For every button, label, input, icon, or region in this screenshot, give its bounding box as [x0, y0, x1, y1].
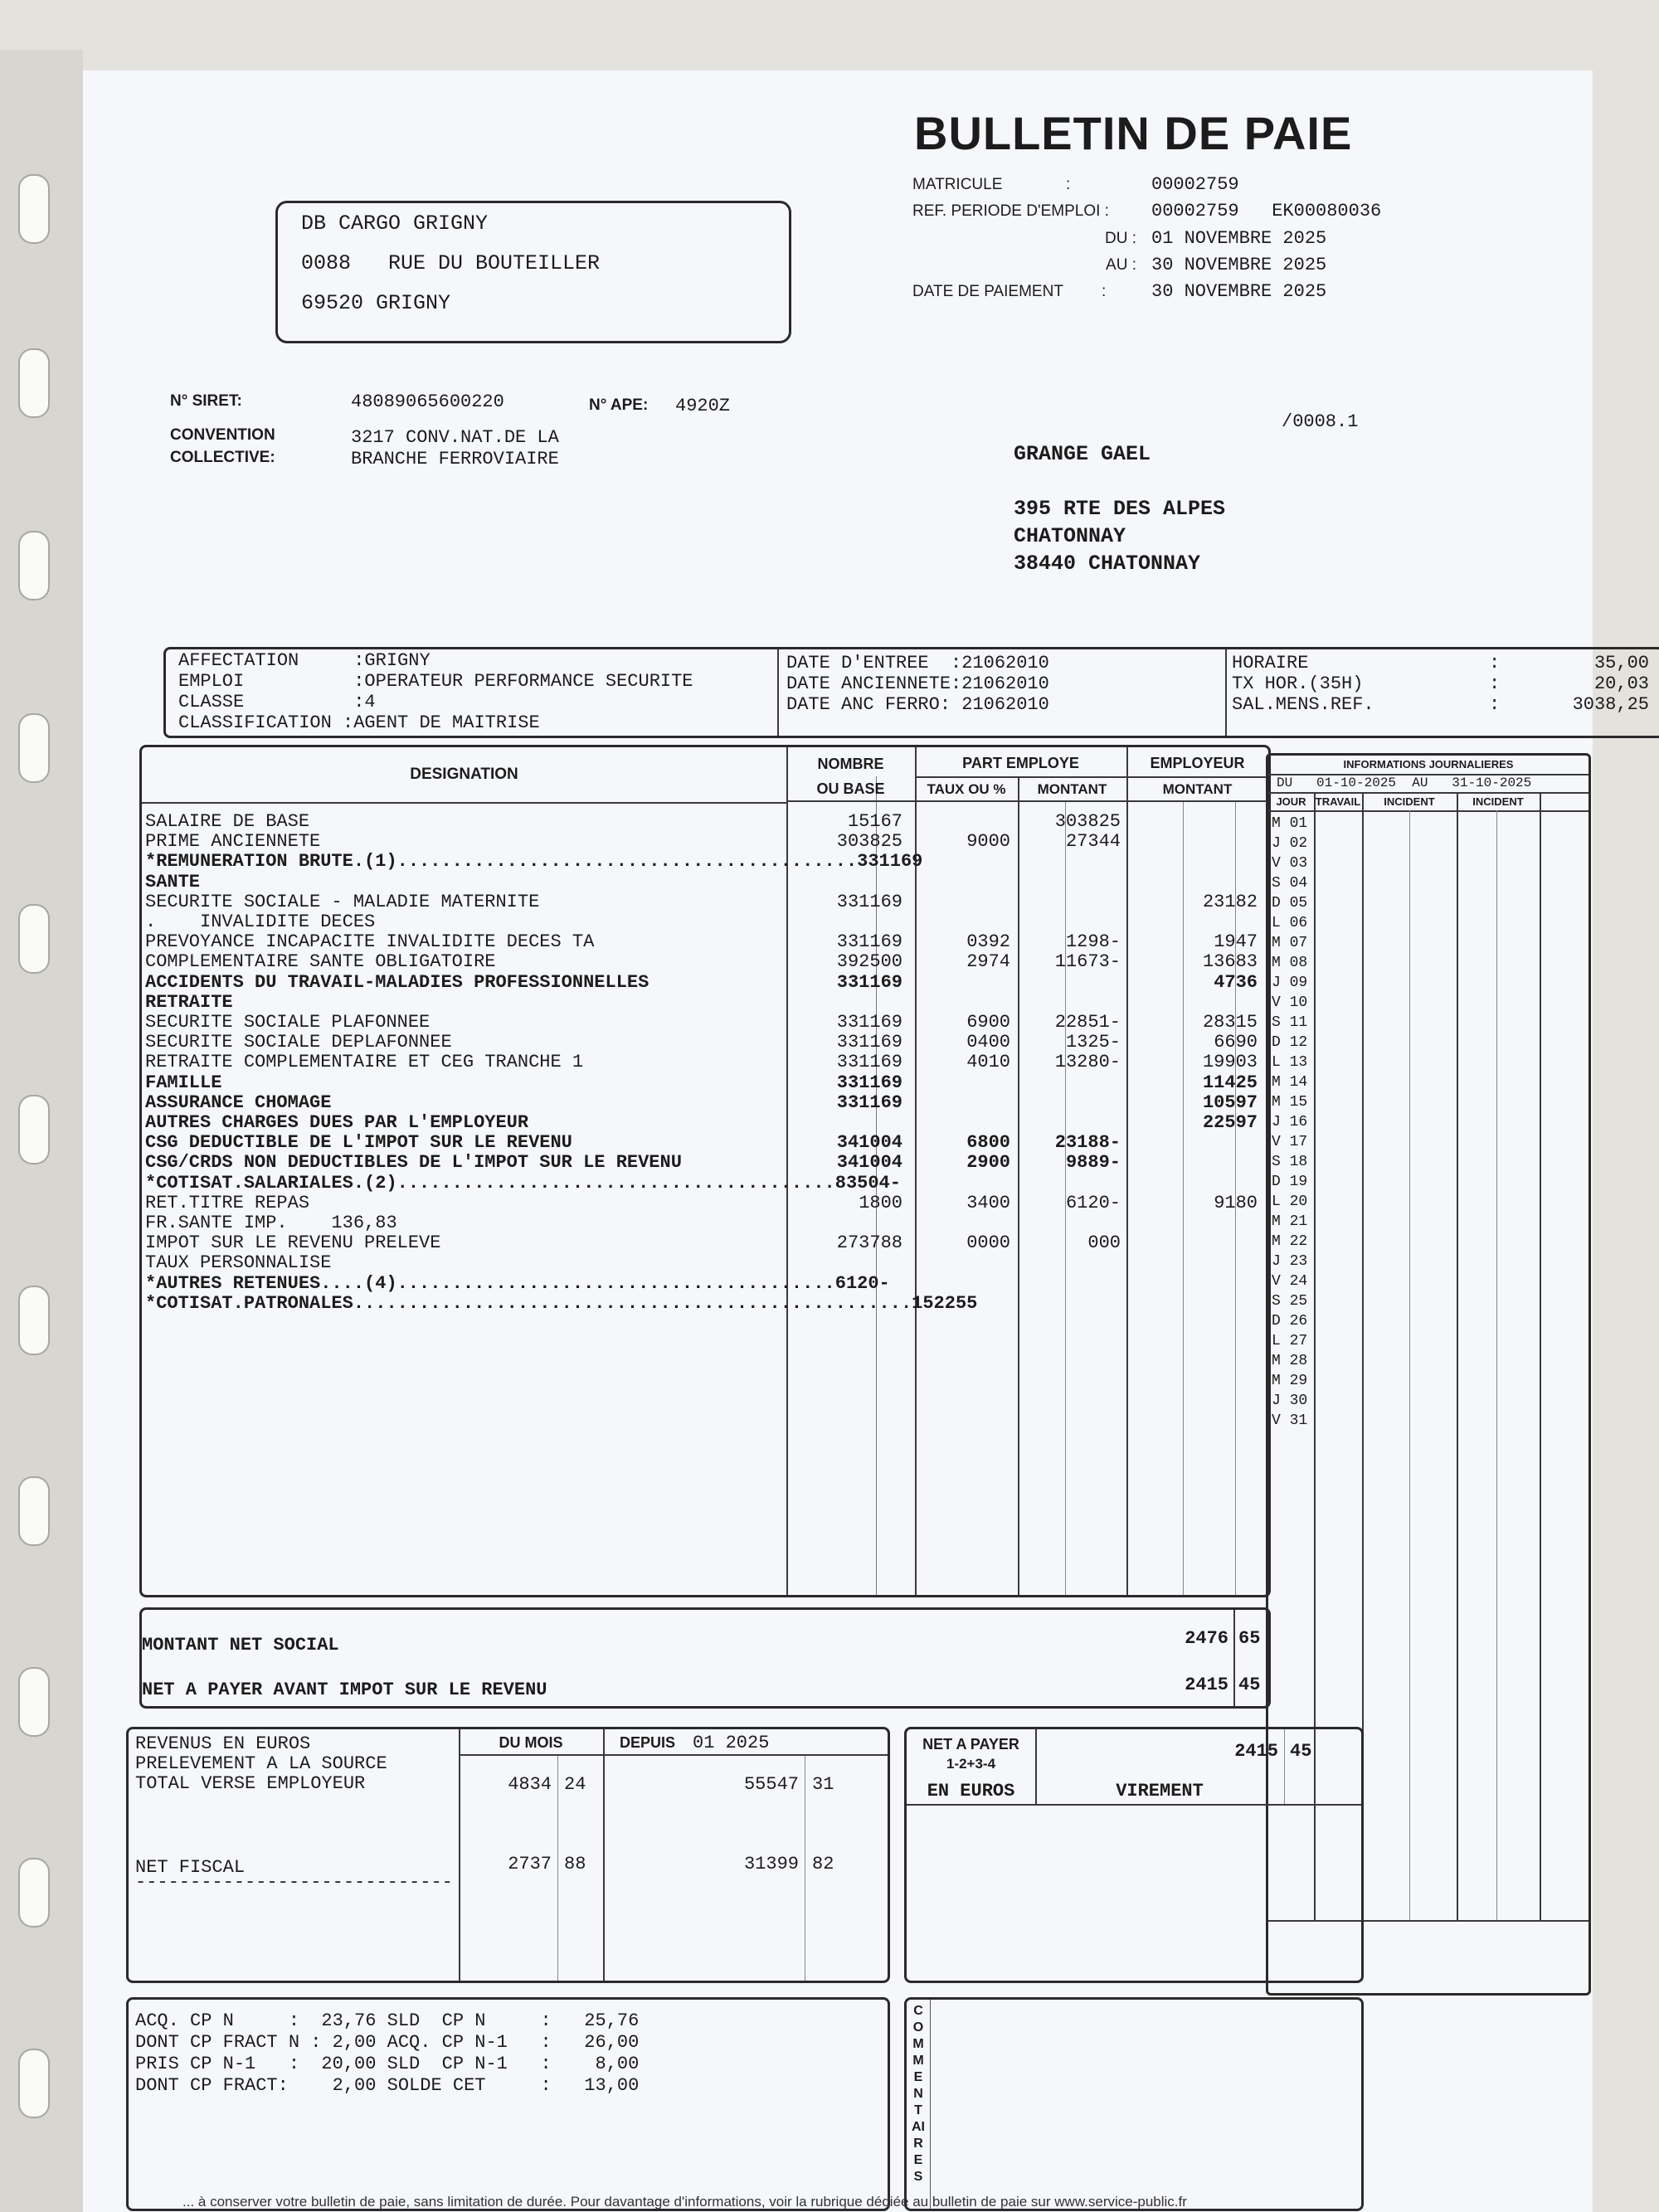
- daily-day: J 23: [1272, 1253, 1308, 1270]
- row-base: 331169: [836, 931, 902, 953]
- net-fiscal-dashes: -----------------------------: [135, 1872, 453, 1893]
- table-row: [142, 993, 1268, 1013]
- table-row: [142, 1033, 1268, 1053]
- row-taux: 0400: [966, 1032, 1010, 1053]
- row-designation: *REMUNERATION BRUTE.(1)..........................................331169: [145, 851, 923, 873]
- convention-value-2: BRANCHE FERROVIAIRE: [351, 449, 559, 469]
- table-row: [142, 1113, 1268, 1133]
- punch-hole: [18, 1858, 50, 1928]
- commentaires-box: [904, 1997, 1364, 2211]
- col-employeur: EMPLOYEUR: [1150, 755, 1245, 771]
- daily-day: M 28: [1272, 1353, 1308, 1369]
- tx-hor-value: 20,03: [1593, 673, 1649, 694]
- table-row: [142, 1153, 1268, 1173]
- daily-day: M 08: [1272, 955, 1308, 971]
- row-montant: 11673-: [1054, 951, 1121, 973]
- period-from: 01 NOVEMBRE 2025: [1151, 228, 1327, 249]
- row-taux: 2974: [966, 951, 1010, 973]
- row-montant: 1298-: [1065, 931, 1121, 953]
- siret-value: 48089065600220: [351, 391, 504, 412]
- matricule-value: 00002759: [1151, 174, 1239, 195]
- payment-mode: VIREMENT: [1116, 1781, 1204, 1801]
- punch-hole: [18, 1667, 50, 1737]
- daily-day: M 22: [1272, 1233, 1308, 1250]
- revenus-box: [126, 1727, 890, 1983]
- row-designation: *COTISAT.PATRONALES...................................................152255: [145, 1292, 978, 1314]
- row-taux: 9000: [966, 831, 1010, 853]
- ape-label: N° APE:: [589, 396, 649, 414]
- row-taux: 4010: [966, 1052, 1010, 1073]
- row-base: 331169: [836, 1072, 902, 1093]
- table-row: [142, 1213, 1268, 1233]
- conges-line-3: PRIS CP N-1 : 20,00 SLD CP N-1 : 8,00: [135, 2054, 640, 2074]
- row-designation: IMPOT SUR LE REVENU PRELEVE: [145, 1232, 441, 1254]
- net-avant-impot-euros: 2415: [1185, 1675, 1228, 1695]
- col-incident: INCIDENT: [1384, 795, 1435, 808]
- row-designation: SECURITE SOCIALE PLAFONNEE: [145, 1012, 431, 1033]
- table-row: [142, 1194, 1268, 1213]
- sal-mens-value: 3038,25: [1572, 694, 1649, 715]
- horaire-colon: :: [1489, 653, 1501, 673]
- punch-hole: [18, 1476, 50, 1546]
- page-title: BULLETIN DE PAIE: [914, 107, 1353, 159]
- matricule-label: MATRICULE: [912, 176, 1003, 193]
- table-row: [142, 932, 1268, 952]
- employer-street: 0088 RUE DU BOUTEILLER: [301, 251, 601, 275]
- row-base: 273788: [836, 1232, 902, 1254]
- row-employeur: 10597: [1202, 1091, 1258, 1113]
- daily-day: J 02: [1272, 835, 1308, 852]
- col-nombre: NOMBRE: [817, 756, 884, 772]
- tx-hor-colon: :: [1489, 673, 1501, 694]
- payment-date-colon: :: [1102, 283, 1107, 300]
- table-row: [142, 812, 1268, 832]
- row-montant: 6120-: [1065, 1192, 1121, 1213]
- employer-name: DB CARGO GRIGNY: [301, 211, 489, 236]
- row-designation: ASSURANCE CHOMAGE: [145, 1091, 332, 1113]
- punch-hole: [18, 904, 50, 974]
- row-montant: 303825: [1054, 811, 1121, 832]
- row-montant: 22851-: [1054, 1012, 1121, 1033]
- row-base: 331169: [836, 1012, 902, 1033]
- table-row: [142, 1013, 1268, 1033]
- row-montant: 1325-: [1065, 1032, 1121, 1053]
- punch-hole: [18, 531, 50, 600]
- fiscal-depuis-euros: 31399: [743, 1854, 799, 1874]
- col-du-mois: DU MOIS: [499, 1734, 563, 1751]
- row-montant: 23188-: [1054, 1132, 1121, 1154]
- daily-day: V 24: [1272, 1273, 1308, 1290]
- table-row: [142, 873, 1268, 892]
- net-a-payer-cents: 45: [1290, 1741, 1312, 1762]
- row-base: 303825: [836, 831, 902, 853]
- daily-day: J 16: [1272, 1114, 1308, 1130]
- table-row: [142, 892, 1268, 912]
- table-row: [142, 952, 1268, 972]
- period-to-label: AU :: [1106, 256, 1136, 274]
- row-designation: SALAIRE DE BASE: [145, 811, 310, 832]
- row-designation: . INVALIDITE DECES: [145, 912, 376, 932]
- employee-postal-city: 38440 CHATONNAY: [1014, 552, 1201, 576]
- date-anciennete: DATE ANCIENNETE:21062010: [786, 673, 1049, 694]
- ref-label: REF. PERIODE D'EMPLOI :: [912, 202, 1109, 220]
- classe-line: CLASSE :4: [178, 692, 376, 712]
- horaire-label: HORAIRE: [1232, 653, 1309, 673]
- col-depuis-date: 01 2025: [693, 1733, 770, 1753]
- convention-value: 3217 CONV.NAT.DE LA: [351, 427, 559, 448]
- table-row: [142, 852, 1268, 872]
- daily-day: S 18: [1272, 1154, 1308, 1170]
- row-montant: 9889-: [1065, 1152, 1121, 1174]
- row-employeur: 4736: [1214, 971, 1258, 993]
- net-social-euros: 2476: [1185, 1628, 1228, 1649]
- row-base: 341004: [836, 1132, 902, 1154]
- row-designation: *COTISAT.SALARIALES.(2)........................................83504-: [145, 1172, 901, 1194]
- row-montant: 13280-: [1054, 1052, 1121, 1073]
- punch-hole: [18, 1286, 50, 1355]
- col-incident-2: INCIDENT: [1472, 795, 1524, 808]
- row-base: 331169: [836, 1091, 902, 1113]
- table-row: [142, 1274, 1268, 1294]
- binder-edge: [0, 50, 83, 2212]
- row-employeur: 19903: [1202, 1052, 1258, 1073]
- net-avant-impot-cents: 45: [1238, 1675, 1261, 1695]
- ref-value: 00002759 EK00080036: [1151, 201, 1382, 221]
- net-a-payer-formula: 1-2+3-4: [946, 1756, 996, 1772]
- payment-date-label: DATE DE PAIEMENT: [912, 283, 1063, 300]
- row-designation: RET.TITRE REPAS: [145, 1192, 310, 1213]
- total-mois-cents: 24: [564, 1774, 586, 1795]
- net-social-cents: 65: [1238, 1628, 1261, 1649]
- employer-city: 69520 GRIGNY: [301, 291, 451, 315]
- daily-day: J 30: [1272, 1393, 1308, 1409]
- fiscal-depuis-cents: 82: [812, 1854, 834, 1874]
- row-designation: COMPLEMENTAIRE SANTE OBLIGATOIRE: [145, 951, 496, 973]
- daily-day: D 05: [1272, 895, 1308, 912]
- col-montant: MONTANT: [1037, 781, 1107, 797]
- sal-mens-colon: :: [1489, 694, 1501, 715]
- row-designation: PRIME ANCIENNETE: [145, 831, 321, 853]
- convention-label-2: COLLECTIVE:: [170, 449, 275, 466]
- row-designation: TAUX PERSONNALISE: [145, 1252, 332, 1274]
- total-verse-label: TOTAL VERSE EMPLOYEUR: [135, 1773, 366, 1794]
- row-base: 331169: [836, 971, 902, 993]
- net-a-payer-label: NET A PAYER: [922, 1736, 1019, 1753]
- table-row: [142, 1253, 1268, 1273]
- classification-line: CLASSIFICATION :AGENT DE MAITRISE: [178, 712, 540, 733]
- daily-day: D 26: [1272, 1313, 1308, 1330]
- row-designation: CSG/CRDS NON DEDUCTIBLES DE L'IMPOT SUR LE REVENU: [145, 1152, 682, 1174]
- affectation-line: AFFECTATION :GRIGNY: [178, 650, 431, 671]
- row-designation: RETRAITE COMPLEMENTAIRE ET CEG TRANCHE 1: [145, 1052, 584, 1073]
- net-a-payer-box: [904, 1727, 1364, 1983]
- row-taux: 0000: [966, 1232, 1010, 1254]
- daily-day: M 07: [1272, 935, 1308, 951]
- table-row: [142, 973, 1268, 993]
- employee-name: GRANGE GAEL: [1014, 442, 1151, 466]
- daily-day: V 31: [1272, 1412, 1308, 1429]
- row-base: 392500: [836, 951, 902, 973]
- col-part-employe: PART EMPLOYE: [962, 755, 1079, 771]
- row-base: 1800: [859, 1192, 902, 1213]
- col-jour: JOUR: [1276, 795, 1306, 808]
- employment-info-box: [163, 647, 1659, 738]
- row-designation: CSG DEDUCTIBLE DE L'IMPOT SUR LE REVENU: [145, 1132, 572, 1154]
- row-base: 15167: [847, 811, 902, 832]
- tx-hor-label: TX HOR.(35H): [1232, 673, 1364, 694]
- row-employeur: 11425: [1202, 1072, 1258, 1093]
- employee-street: 395 RTE DES ALPES: [1014, 497, 1226, 521]
- daily-day: D 12: [1272, 1034, 1308, 1051]
- punch-hole: [18, 1095, 50, 1164]
- row-base: 331169: [836, 1032, 902, 1053]
- table-row: [142, 832, 1268, 852]
- row-taux: 3400: [966, 1192, 1010, 1213]
- payment-date: 30 NOVEMBRE 2025: [1151, 281, 1327, 302]
- employer-box: [275, 201, 791, 343]
- payslip-page: [83, 70, 1649, 2212]
- date-entree: DATE D'ENTREE :21062010: [786, 653, 1049, 673]
- row-designation: SECURITE SOCIALE - MALADIE MATERNITE: [145, 891, 540, 912]
- sal-mens-label: SAL.MENS.REF.: [1232, 694, 1374, 715]
- matricule-colon: :: [1066, 176, 1071, 193]
- row-designation: RETRAITE: [145, 991, 233, 1013]
- row-employeur: 13683: [1202, 951, 1258, 973]
- fiscal-mois-euros: 2737: [508, 1854, 552, 1874]
- punch-hole: [18, 174, 50, 244]
- table-row: [142, 1073, 1268, 1093]
- period-from-label: DU :: [1105, 230, 1136, 247]
- table-row: [142, 1294, 1268, 1314]
- daily-day: M 21: [1272, 1213, 1308, 1230]
- daily-day: M 01: [1272, 815, 1308, 832]
- row-employeur: 28315: [1202, 1012, 1258, 1033]
- convention-label: CONVENTION: [170, 426, 275, 444]
- daily-day: M 14: [1272, 1074, 1308, 1091]
- row-taux: 2900: [966, 1152, 1010, 1174]
- commentaires-label: COMMENTAIRES: [912, 2004, 925, 2184]
- daily-day: L 06: [1272, 915, 1308, 931]
- row-taux: 0392: [966, 931, 1010, 953]
- table-row: [142, 1174, 1268, 1194]
- row-base: 341004: [836, 1152, 902, 1174]
- pay-lines-table: [139, 745, 1271, 1597]
- row-designation: PREVOYANCE INCAPACITE INVALIDITE DECES TA: [145, 931, 595, 953]
- footer-note: ... à conserver votre bulletin de paie, sans limitation de durée. Pour davantage d'informations, voir la rubrique dédiée au bulletin de paie sur www.service-public.fr: [182, 2194, 1187, 2210]
- en-euros-label: EN EUROS: [927, 1781, 1015, 1801]
- employee-city: CHATONNAY: [1014, 524, 1126, 548]
- col-depuis: DEPUIS: [620, 1734, 676, 1751]
- emploi-line: EMPLOI :OPERATEUR PERFORMANCE SECURITE: [178, 671, 693, 692]
- punch-hole: [18, 348, 50, 418]
- col-montant-employeur: MONTANT: [1162, 781, 1233, 797]
- daily-day: J 09: [1272, 975, 1308, 991]
- daily-day: M 29: [1272, 1373, 1308, 1389]
- row-montant: 27344: [1065, 831, 1121, 853]
- row-designation: SECURITE SOCIALE DEPLAFONNEE: [145, 1032, 452, 1053]
- net-avant-impot-label: NET A PAYER AVANT IMPOT SUR LE REVENU: [142, 1680, 547, 1700]
- daily-day: S 25: [1272, 1293, 1308, 1310]
- row-designation: *AUTRES RETENUES....(4)........................................6120-: [145, 1272, 890, 1294]
- daily-day: V 17: [1272, 1134, 1308, 1150]
- col-ou-base: OU BASE: [816, 780, 885, 797]
- period-to: 30 NOVEMBRE 2025: [1151, 255, 1327, 275]
- daily-day: L 13: [1272, 1054, 1308, 1071]
- row-taux: 6800: [966, 1132, 1010, 1154]
- table-row: [142, 1053, 1268, 1072]
- conges-box: [126, 1997, 890, 2211]
- row-montant: 000: [1087, 1232, 1121, 1254]
- row-base: 331169: [836, 1052, 902, 1073]
- row-base: 331169: [836, 891, 902, 912]
- daily-day: L 20: [1272, 1194, 1308, 1210]
- row-designation: FR.SANTE IMP. 136,83: [145, 1213, 397, 1233]
- row-employeur: 22597: [1202, 1112, 1258, 1133]
- reference-code: /0008.1: [1282, 411, 1359, 432]
- ape-value: 4920Z: [675, 396, 731, 416]
- row-employeur: 23182: [1202, 891, 1258, 912]
- row-employeur: 6690: [1214, 1032, 1258, 1053]
- daily-info-period: DU 01-10-2025 AU 31-10-2025: [1277, 775, 1532, 790]
- total-mois-euros: 4834: [508, 1774, 552, 1795]
- daily-day: S 11: [1272, 1014, 1308, 1031]
- fiscal-mois-cents: 88: [564, 1854, 586, 1874]
- row-taux: 6900: [966, 1012, 1010, 1033]
- col-travail: TRAVAIL: [1315, 795, 1361, 808]
- table-row: [142, 912, 1268, 932]
- daily-day: V 10: [1272, 994, 1308, 1011]
- punch-hole: [18, 713, 50, 783]
- revenus-label: REVENUS EN EUROS: [135, 1733, 311, 1754]
- table-row: [142, 1093, 1268, 1113]
- net-box: [139, 1607, 1271, 1709]
- net-social-label: MONTANT NET SOCIAL: [142, 1635, 339, 1655]
- date-anc-ferro: DATE ANC FERRO: 21062010: [786, 694, 1049, 715]
- daily-day: V 03: [1272, 855, 1308, 872]
- table-row: [142, 1233, 1268, 1253]
- conges-line-4: DONT CP FRACT: 2,00 SOLDE CET : 13,00: [135, 2075, 640, 2096]
- total-depuis-cents: 31: [812, 1774, 834, 1795]
- net-a-payer-euros: 2415: [1234, 1741, 1278, 1762]
- daily-info-title: INFORMATIONS JOURNALIERES: [1343, 758, 1514, 771]
- row-designation: SANTE: [145, 871, 201, 892]
- daily-day: L 27: [1272, 1333, 1308, 1349]
- horaire-value: 35,00: [1593, 653, 1649, 673]
- row-designation: AUTRES CHARGES DUES PAR L'EMPLOYEUR: [145, 1112, 529, 1133]
- conges-line-1: ACQ. CP N : 23,76 SLD CP N : 25,76: [135, 2010, 640, 2031]
- conges-line-2: DONT CP FRACT N : 2,00 ACQ. CP N-1 : 26,00: [135, 2032, 640, 2053]
- row-designation: ACCIDENTS DU TRAVAIL-MALADIES PROFESSIONNELLES: [145, 971, 649, 993]
- daily-day: S 04: [1272, 875, 1308, 892]
- total-depuis-euros: 55547: [743, 1774, 799, 1795]
- row-employeur: 9180: [1214, 1192, 1258, 1213]
- table-row: [142, 1133, 1268, 1153]
- prelevement-label: PRELEVEMENT A LA SOURCE: [135, 1753, 387, 1774]
- row-designation: FAMILLE: [145, 1072, 222, 1093]
- col-taux: TAUX OU %: [927, 781, 1006, 797]
- daily-day: D 19: [1272, 1174, 1308, 1190]
- row-employeur: 1947: [1214, 931, 1258, 953]
- col-designation: DESIGNATION: [410, 766, 518, 783]
- net-fiscal-label: NET FISCAL: [135, 1857, 246, 1878]
- daily-day: M 15: [1272, 1094, 1308, 1111]
- punch-hole: [18, 2049, 50, 2118]
- siret-label: N° SIRET:: [170, 392, 242, 410]
